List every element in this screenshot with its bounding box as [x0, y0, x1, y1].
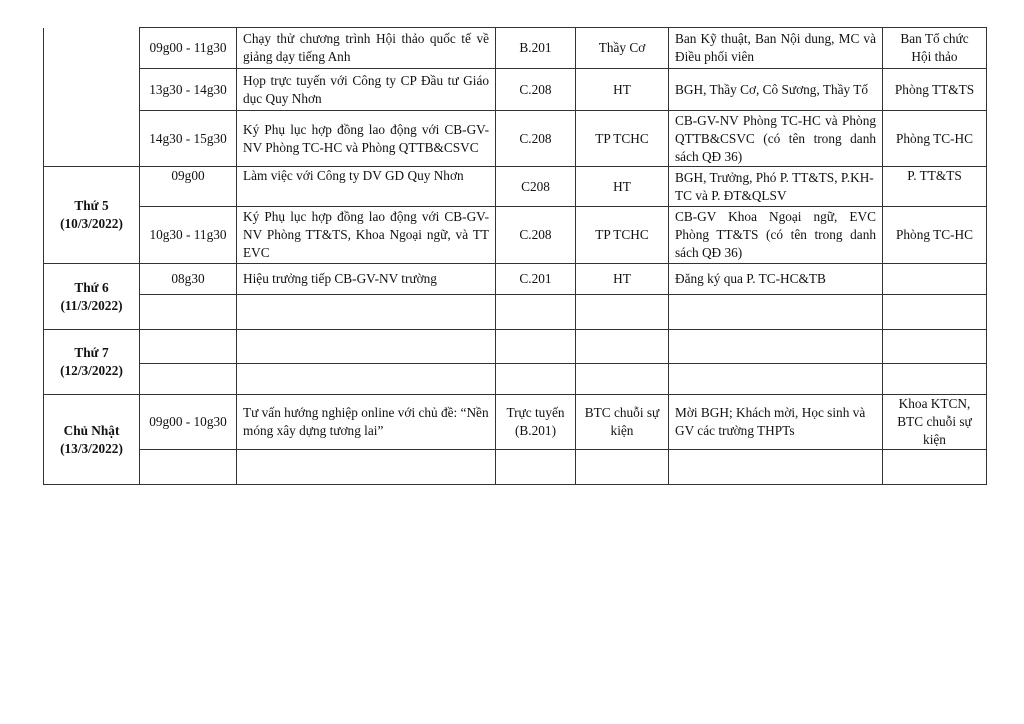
location-cell: Trực tuyến (B.201): [496, 395, 576, 450]
participants-cell: CB-GV Khoa Ngoại ngữ, EVC Phòng TT&TS (có tên trong danh sách QĐ 36): [669, 207, 883, 264]
content-cell: Ký Phụ lục hợp đồng lao động với CB-GV-NV Phòng TT&TS, Khoa Ngoại ngữ, và TT EVC: [237, 207, 496, 264]
empty-cell: [669, 450, 883, 485]
empty-cell: [576, 364, 669, 395]
location-cell: C.208: [496, 69, 576, 111]
weekly-schedule-table: [43, 27, 987, 485]
content-cell: Tư vấn hướng nghiệp online với chủ đề: “Nền móng xây dựng tương lai”: [237, 395, 496, 450]
empty-cell: [883, 330, 987, 364]
chair-cell: HT: [576, 167, 669, 207]
time-cell: 08g30: [140, 264, 237, 295]
empty-cell: [576, 295, 669, 330]
chair-cell: HT: [576, 69, 669, 111]
day-cell: [44, 264, 140, 330]
empty-cell: [669, 364, 883, 395]
organizer-cell: Phòng TC-HC: [883, 111, 987, 167]
empty-cell: [140, 295, 237, 330]
empty-cell: [883, 450, 987, 485]
participants-cell: Đăng ký qua P. TC-HC&TB: [669, 264, 883, 295]
organizer-cell: Ban Tổ chức Hội thảo: [883, 28, 987, 69]
content-cell: Chạy thử chương trình Hội thảo quốc tế về giảng dạy tiếng Anh: [237, 28, 496, 69]
participants-cell: Mời BGH; Khách mời, Học sinh và GV các trường THPTs: [669, 395, 883, 450]
empty-cell: [496, 450, 576, 485]
participants-cell: CB-GV-NV Phòng TC-HC và Phòng QTTB&CSVC (có tên trong danh sách QĐ 36): [669, 111, 883, 167]
organizer-cell: Khoa KTCN, BTC chuỗi sự kiện: [883, 395, 987, 450]
day-cell-continued: [44, 28, 140, 167]
day-cell: [44, 395, 140, 485]
time-cell: 13g30 - 14g30: [140, 69, 237, 111]
table-row: [44, 395, 987, 450]
chair-cell: Thầy Cơ: [576, 28, 669, 69]
day-name: Thứ 5: [74, 198, 109, 213]
empty-cell: [237, 450, 496, 485]
location-cell: C.208: [496, 207, 576, 264]
empty-cell: [669, 295, 883, 330]
organizer-cell: [883, 264, 987, 295]
empty-cell: [576, 330, 669, 364]
content-cell: Ký Phụ lục hợp đồng lao động với CB-GV-NV Phòng TC-HC và Phòng QTTB&CSVC: [237, 111, 496, 167]
empty-cell: [237, 330, 496, 364]
day-name: Thứ 7: [74, 345, 109, 360]
time-cell: 10g30 - 11g30: [140, 207, 237, 264]
organizer-cell: Phòng TT&TS: [883, 69, 987, 111]
empty-cell: [237, 364, 496, 395]
content-cell: Họp trực tuyến với Công ty CP Đầu tư Giáo dục Quy Nhơn: [237, 69, 496, 111]
chair-cell: HT: [576, 264, 669, 295]
empty-cell: [496, 295, 576, 330]
table-row: [44, 28, 987, 69]
table-row: [44, 207, 987, 264]
participants-cell: BGH, Trưởng, Phó P. TT&TS, P.KH-TC và P. ĐT&QLSV: [669, 167, 883, 207]
chair-cell: BTC chuỗi sự kiện: [576, 395, 669, 450]
day-cell: [44, 330, 140, 395]
time-cell: 09g00 - 11g30: [140, 28, 237, 69]
time-cell: 14g30 - 15g30: [140, 111, 237, 167]
table-row: [44, 264, 987, 295]
empty-cell: [576, 450, 669, 485]
table-row: [44, 364, 987, 395]
empty-cell: [496, 330, 576, 364]
table-row: [44, 167, 987, 207]
table-row: [44, 69, 987, 111]
empty-cell: [883, 295, 987, 330]
location-cell: C.208: [496, 111, 576, 167]
empty-cell: [140, 330, 237, 364]
time-cell: 09g00 - 10g30: [140, 395, 237, 450]
location-cell: C.201: [496, 264, 576, 295]
participants-cell: BGH, Thầy Cơ, Cô Sương, Thầy Tố: [669, 69, 883, 111]
day-date: (11/3/2022): [60, 297, 123, 313]
location-cell: B.201: [496, 28, 576, 69]
location-cell: C208: [496, 167, 576, 207]
empty-cell: [669, 330, 883, 364]
content-cell: Hiệu trưởng tiếp CB-GV-NV trường: [237, 264, 496, 295]
chair-cell: TP TCHC: [576, 207, 669, 264]
day-cell: [44, 167, 140, 264]
empty-cell: [237, 295, 496, 330]
organizer-cell: P. TT&TS: [883, 167, 987, 207]
time-cell: 09g00: [140, 167, 237, 207]
table-row: [44, 450, 987, 485]
chair-cell: TP TCHC: [576, 111, 669, 167]
day-date: (13/3/2022): [60, 440, 123, 456]
day-date: (10/3/2022): [60, 216, 123, 231]
day-name: Thứ 6: [74, 279, 109, 295]
table-row: [44, 330, 987, 364]
participants-cell: Ban Kỹ thuật, Ban Nội dung, MC và Điều phối viên: [669, 28, 883, 69]
empty-cell: [140, 450, 237, 485]
empty-cell: [496, 364, 576, 395]
empty-cell: [140, 364, 237, 395]
content-cell: Làm việc với Công ty DV GD Quy Nhơn: [237, 167, 496, 207]
table-row: [44, 111, 987, 167]
empty-cell: [883, 364, 987, 395]
organizer-cell: Phòng TC-HC: [883, 207, 987, 264]
table-row: [44, 295, 987, 330]
day-name: Chủ Nhật: [63, 422, 120, 438]
day-date: (12/3/2022): [60, 363, 123, 378]
